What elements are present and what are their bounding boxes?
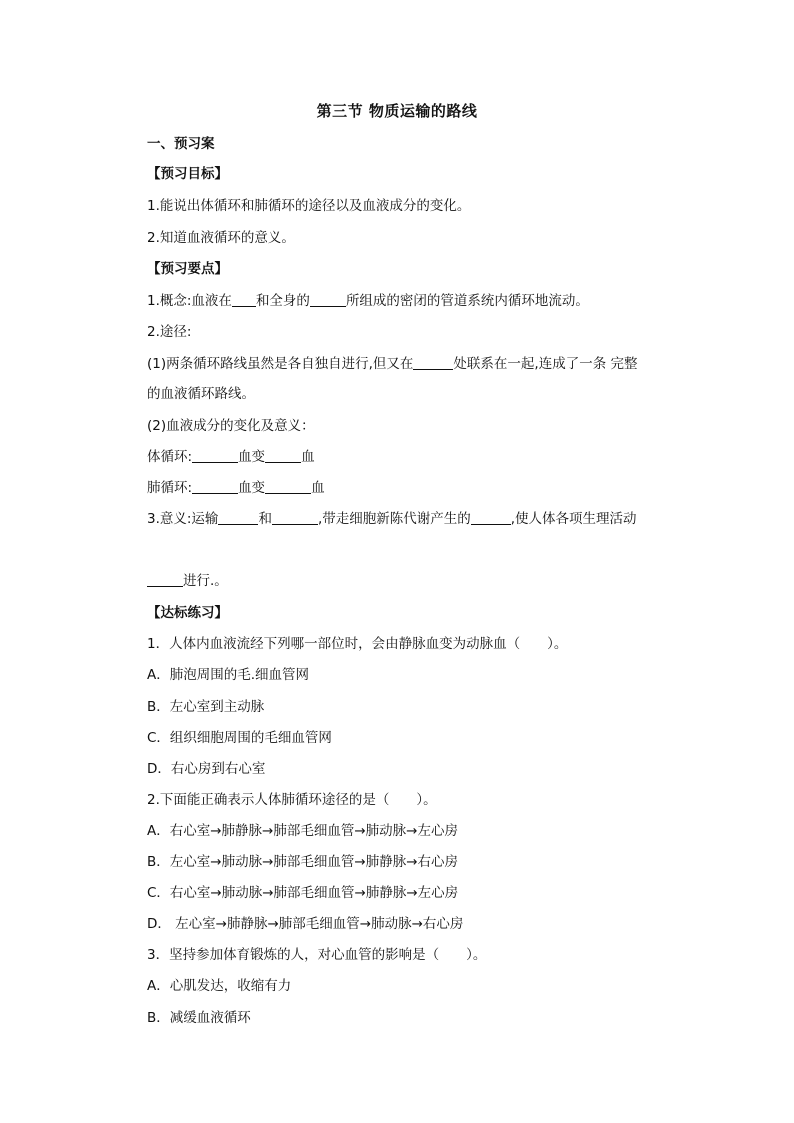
point-3-text-e: 进行.。 [183, 573, 228, 589]
point-1-text-a: 1.概念:血液在 [147, 293, 232, 309]
blank [265, 479, 311, 494]
point-3-meaning [147, 509, 637, 529]
point-3-text-d: ,使人体各项生理活动 [510, 511, 637, 527]
question-1-option-a: A．肺泡周围的毛.细血管网 [147, 667, 310, 683]
question-1-option-b: B．左心室到主动脉 [147, 699, 265, 715]
question-3-option-b: B．减缓血液循环 [147, 1010, 251, 1026]
blank [192, 479, 238, 494]
question-2-option-b: B．左心室→肺动脉→肺部毛细血管→肺静脉→右心房 [147, 854, 459, 870]
point-2-2: (2)血液成分的变化及意义： [147, 418, 315, 434]
blank [272, 510, 318, 525]
blank [310, 292, 346, 307]
question-2: 2.下面能正确表示人体肺循环途径的是（ ）。 [147, 792, 437, 808]
point-3-text-a: 3.意义:运输 [147, 511, 219, 527]
lung-circ-text-c: 血 [311, 480, 325, 496]
blank [218, 510, 258, 525]
point-2-route: 2.途径: [147, 324, 192, 340]
question-2-option-d: D． 左心室→肺静脉→肺部毛细血管→肺动脉→右心房 [147, 916, 464, 932]
goal-1: 1.能说出体循环和肺循环的途径以及血液成分的变化。 [147, 198, 471, 214]
body-circulation [147, 447, 315, 467]
lung-circulation [147, 478, 325, 498]
section-heading-preview: 一、预习案 [147, 136, 215, 152]
lung-circ-text-b: 血变 [238, 480, 266, 496]
goals-heading: 【预习目标】 [147, 166, 228, 182]
question-1: 1．人体内血液流经下列哪一部位时，会由静脉血变为动脉血（ ）。 [147, 636, 568, 652]
blank [471, 510, 511, 525]
points-heading: 【预习要点】 [147, 261, 228, 277]
point-1-concept [147, 291, 589, 311]
point-2-1-cont: 的血液循环路线。 [147, 386, 255, 402]
question-3-option-a: A．心肌发达，收缩有力 [147, 978, 292, 994]
question-1-option-c: C．组织细胞周围的毛细血管网 [147, 730, 332, 746]
point-3-text-b: 和 [258, 511, 272, 527]
point-3-cont [147, 571, 228, 591]
body-circ-label: 体循环: [147, 449, 193, 465]
question-2-option-c: C．右心室→肺动脉→肺部毛细血管→肺静脉→左心房 [147, 885, 459, 901]
page-title: 第三节 物质运输的路线 [316, 102, 478, 120]
body-circ-text-b: 血变 [238, 449, 266, 465]
question-3: 3．坚持参加体育锻炼的人，对心血管的影响是（ ）。 [147, 947, 487, 963]
point-3-text-c: ,带走细胞新陈代谢产生的 [317, 511, 471, 527]
point-1-text-c: 所组成的密闭的管道系统内循环地流动。 [345, 293, 589, 309]
blank [413, 355, 453, 370]
blank [147, 572, 183, 587]
blank [232, 292, 256, 307]
point-2-1 [147, 354, 638, 374]
question-2-option-a: A．右心室→肺静脉→肺部毛细血管→肺动脉→左心房 [147, 823, 458, 839]
practice-heading: 【达标练习】 [147, 605, 228, 621]
goal-2: 2.知道血液循环的意义。 [147, 230, 295, 246]
point-2-1-text-a: (1)两条循环路线虽然是各自独自进行,但又在 [147, 356, 414, 372]
blank [192, 448, 238, 463]
blank [265, 448, 301, 463]
question-1-option-d: D．右心房到右心室 [147, 761, 266, 777]
point-2-1-text-b: 处联系在一起,连成了一条 完整 [453, 356, 638, 372]
lung-circ-label: 肺循环: [147, 480, 193, 496]
point-1-text-b: 和全身的 [255, 293, 310, 309]
body-circ-text-c: 血 [301, 449, 315, 465]
